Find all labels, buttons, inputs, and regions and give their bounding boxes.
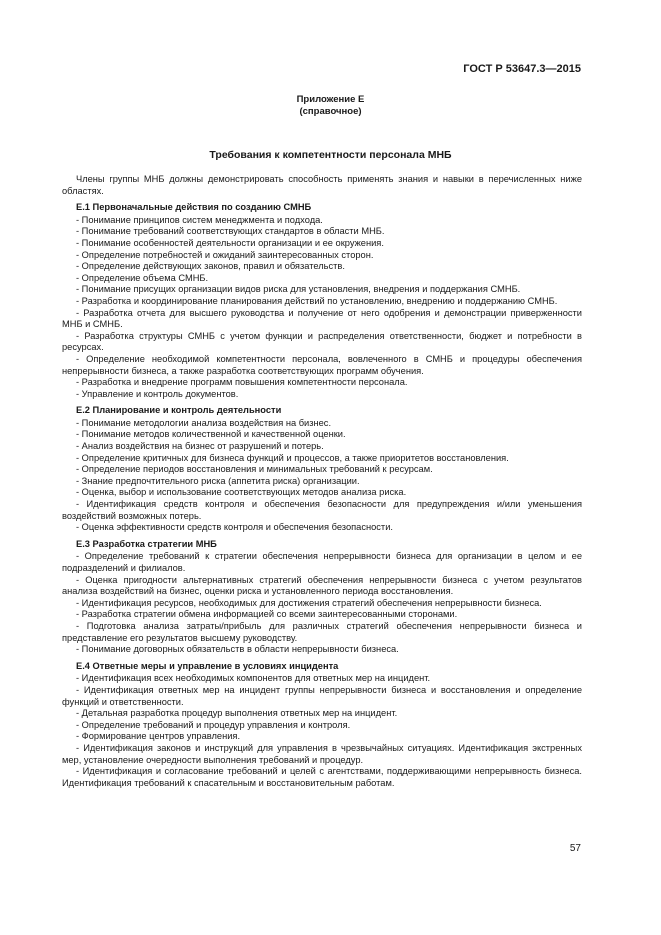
list-item: - Определение необходимой компетентности персонала, вовлеченного в СМНБ и процедуры обеспечения непрерывности бизнеса, а также разработка соответствующих программ обучения. [62,353,582,376]
list-item: - Определение действующих законов, правил и обязательств. [76,261,345,272]
list-item: - Анализ воздействия на бизнес от разрушений и потерь. [76,441,324,452]
section-heading: Е.3 Разработка стратегии МНБ [76,538,217,549]
list-item: - Понимание методологии анализа воздействия на бизнес. [76,417,332,428]
list-item: - Определение требований к стратегии обеспечения непрерывности бизнеса для организации в целом и ее подразделений и филиалов. [62,551,582,573]
list-item: - Разработка отчета для высшего руководства и получение от него одобрения и демонстрации приверженности МНБ и СМНБ. [62,307,582,330]
list-item: - Оценка пригодности альтернативных стратегий обеспечения непрерывности бизнеса с учетом результатов анализа воздействий на бизнес, оценки риска и установленного периода восстановления. [62,574,582,597]
list-item: - Понимание принципов систем менеджмента и подхода. [76,214,323,225]
list-item: - Идентификация и согласование требований и целей с агентствами, поддерживающими непрерывность бизнеса. Идентификация требований к спасательным и восстановительным работам. [62,766,582,788]
list-item: - Определение критичных для бизнеса функций и процессов, а также приоритетов восстановления. [76,452,509,463]
appendix-type: (справочное) [299,106,362,117]
page-number: 57 [569,843,581,854]
list-item: - Подготовка анализа затраты/прибыль для различных стратегий обеспечения непрерывности бизнеса и представление его результатов высшему руководству. [62,620,582,643]
list-item: - Понимание методов количественной и качественной оценки. [76,429,346,440]
page-title: Требования к компетентности персонала МНБ [209,149,452,161]
list-item: - Разработка и внедрение программ повышения компетентности персонала. [76,377,408,388]
list-item: - Понимание требований соответствующих стандартов в области МНБ. [76,226,385,237]
document-id: ГОСТ Р 53647.3—2015 [463,63,581,75]
list-item: - Разработка стратегии обмена информацией со всеми заинтересованными сторонами. [76,609,458,620]
list-item: - Определение объема СМНБ. [76,272,209,283]
intro-paragraph: Члены группы МНБ должны демонстрировать способность применять знания и навыки в перечисленных ниже областях. [62,174,582,196]
section-heading: Е.2 Планирование и контроль деятельности [76,405,282,416]
list-item: - Разработка структуры СМНБ с учетом функции и распределения ответственности, бюджет и потребности в ресурсах. [62,330,582,353]
list-item: - Идентификация средств контроля и обеспечения безопасности для предупреждения и/или уменьшения воздействий возможных потерь. [62,499,582,521]
list-item: - Детальная разработка процедур выполнения ответных мер на инцидент. [76,708,398,719]
appendix-label [0,94,661,118]
list-item: - Оценка, выбор и использование соответствующих методов анализа риска. [76,487,407,498]
section-heading: Е.1 Первоначальные действия по созданию СМНБ [76,202,312,213]
list-item: - Идентификация ответных мер на инцидент группы непрерывности бизнеса и восстановления и определение функций и ответственности. [62,684,582,707]
list-item: - Идентификация законов и инструкций для управления в чрезвычайных ситуациях. Идентификация экстренных мер, установление очередности выполнения требований и процедур. [62,742,582,765]
appendix-title: Приложение Е [296,94,365,105]
list-item: - Идентификация ресурсов, необходимых для достижения стратегий обеспечения непрерывности бизнеса. [76,597,542,608]
list-item: - Определение требований и процедур управления и контроля. [76,719,351,730]
list-item: - Понимание особенностей деятельности организации и ее окружения. [76,237,384,248]
list-item: - Понимание договорных обязательств в области непрерывности бизнеса. [76,644,399,655]
list-item: - Понимание присущих организации видов риска для установления, внедрения и поддержания СМНБ. [76,284,521,295]
list-item: - Оценка эффективности средств контроля и обеспечения безопасности. [76,522,393,533]
list-item: - Идентификация всех необходимых компонентов для ответных мер на инцидент. [76,673,431,684]
list-item: - Определение потребностей и ожиданий заинтересованных сторон. [76,249,374,260]
list-item: - Знание предпочтительного риска (аппетита риска) организации. [76,475,360,486]
list-item: - Управление и контроль документов. [76,388,239,399]
document-body [62,174,582,789]
list-item: - Определение периодов восстановления и минимальных требований к ресурсам. [76,464,433,475]
list-item: - Формирование центров управления. [76,731,241,742]
list-item: - Разработка и координирование планирования действий по установлению, внедрению и поддержанию СМНБ. [76,295,558,306]
section-heading: Е.4 Ответные меры и управление в условиях инцидента [76,660,339,671]
